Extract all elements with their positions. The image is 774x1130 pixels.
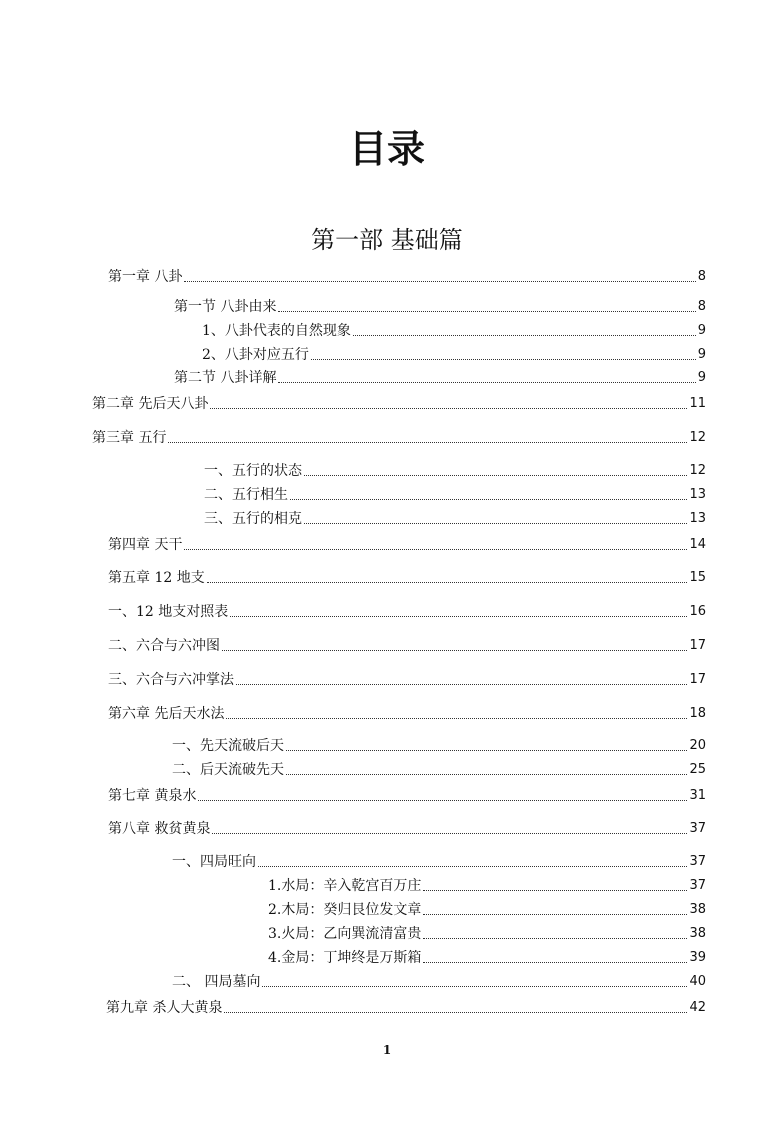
toc-entry-page: 37 bbox=[689, 821, 706, 836]
toc-entry-page: 17 bbox=[689, 672, 706, 687]
dot-leader bbox=[423, 890, 687, 891]
toc-entry[interactable] bbox=[174, 296, 706, 316]
toc-entry-label: 1、八卦代表的自然现象 bbox=[202, 323, 351, 339]
toc-entry-label: 一、12 地支对照表 bbox=[108, 604, 229, 620]
toc-entry-label: 二、六合与六冲图 bbox=[108, 638, 220, 654]
dot-leader bbox=[423, 962, 687, 963]
page-title: 目录 bbox=[348, 127, 425, 171]
toc-entry-page: 18 bbox=[689, 706, 706, 721]
toc-entry[interactable] bbox=[108, 669, 706, 689]
toc-entry-page: 11 bbox=[689, 396, 706, 411]
toc-entry[interactable] bbox=[172, 851, 706, 871]
toc-entry-label: 第四章 天干 bbox=[108, 537, 183, 553]
dot-leader bbox=[168, 442, 687, 443]
toc-entry[interactable] bbox=[174, 367, 706, 387]
toc-entry-page: 39 bbox=[689, 950, 706, 965]
dot-leader bbox=[226, 718, 687, 719]
toc-entry[interactable] bbox=[108, 635, 706, 655]
dot-leader bbox=[222, 650, 687, 651]
dot-leader bbox=[184, 549, 687, 550]
toc-entry[interactable] bbox=[172, 735, 706, 755]
toc-entry-page: 9 bbox=[697, 347, 706, 362]
dot-leader bbox=[286, 750, 687, 751]
toc-entry-page: 42 bbox=[689, 1000, 706, 1015]
toc-entry-label: 3.火局：乙向巽流清富贵 bbox=[268, 926, 422, 942]
toc-entry-page: 9 bbox=[697, 323, 706, 338]
toc-entry[interactable] bbox=[268, 947, 706, 967]
toc-entry-page: 13 bbox=[689, 487, 706, 502]
dot-leader bbox=[230, 616, 687, 617]
dot-leader bbox=[353, 335, 696, 336]
toc-entry-label: 第一节 八卦由来 bbox=[174, 299, 277, 315]
toc-entry-page: 12 bbox=[689, 430, 706, 445]
toc-entry-page: 14 bbox=[689, 537, 706, 552]
toc-entry-label: 二、后天流破先天 bbox=[172, 762, 284, 778]
toc-entry[interactable] bbox=[204, 460, 706, 480]
toc-entry[interactable] bbox=[202, 320, 706, 340]
toc-entry-label: 1.水局：辛入乾宫百万庄 bbox=[268, 878, 422, 894]
dot-leader bbox=[236, 684, 687, 685]
toc-entry-label: 二、五行相生 bbox=[204, 487, 288, 503]
toc-entry-page: 9 bbox=[697, 370, 706, 385]
toc-entry[interactable] bbox=[108, 703, 706, 723]
dot-leader bbox=[224, 1012, 687, 1013]
toc-entry[interactable] bbox=[172, 759, 706, 779]
dot-leader bbox=[278, 311, 695, 312]
toc-entry[interactable] bbox=[108, 266, 706, 286]
toc-entry-label: 2、八卦对应五行 bbox=[202, 347, 309, 363]
toc-entry-page: 38 bbox=[689, 926, 706, 941]
toc-entry[interactable] bbox=[108, 818, 706, 838]
dot-leader bbox=[278, 382, 695, 383]
toc-entry-label: 第六章 先后天水法 bbox=[108, 706, 225, 722]
dot-leader bbox=[311, 359, 696, 360]
toc-entry[interactable] bbox=[202, 344, 706, 364]
toc-entry-page: 16 bbox=[689, 604, 706, 619]
toc-entry-label: 一、四局旺向 bbox=[172, 854, 256, 870]
dot-leader bbox=[258, 866, 687, 867]
toc-entry[interactable] bbox=[268, 899, 706, 919]
dot-leader bbox=[423, 938, 687, 939]
toc-entry[interactable] bbox=[108, 785, 706, 805]
toc-entry-label: 三、五行的相克 bbox=[204, 511, 302, 527]
toc-entry-page: 25 bbox=[689, 762, 706, 777]
dot-leader bbox=[198, 800, 687, 801]
toc-entry-page: 40 bbox=[689, 974, 706, 989]
toc-entry-page: 20 bbox=[689, 738, 706, 753]
toc-entry-label: 一、五行的状态 bbox=[204, 463, 302, 479]
dot-leader bbox=[304, 523, 687, 524]
dot-leader bbox=[304, 475, 687, 476]
toc-entry-label: 2.木局：癸归艮位发文章 bbox=[268, 902, 422, 918]
dot-leader bbox=[286, 774, 687, 775]
toc-entry-page: 38 bbox=[689, 902, 706, 917]
toc-entry-page: 8 bbox=[697, 269, 706, 284]
toc-entry[interactable] bbox=[108, 567, 706, 587]
toc-entry-label: 第九章 杀人大黄泉 bbox=[106, 1000, 223, 1016]
toc-entry-label: 第八章 救贫黄泉 bbox=[108, 821, 211, 837]
toc-entry[interactable] bbox=[204, 508, 706, 528]
toc-entry[interactable] bbox=[268, 923, 706, 943]
toc-entry[interactable] bbox=[268, 875, 706, 895]
part-title: 第一部 基础篇 bbox=[311, 226, 463, 254]
toc-entry-page: 12 bbox=[689, 463, 706, 478]
toc-entry[interactable] bbox=[92, 393, 706, 413]
toc-entry-page: 17 bbox=[689, 638, 706, 653]
toc-entry-page: 37 bbox=[689, 878, 706, 893]
dot-leader bbox=[212, 833, 687, 834]
toc-entry[interactable] bbox=[172, 971, 706, 991]
dot-leader bbox=[184, 281, 695, 282]
dot-leader bbox=[423, 914, 687, 915]
toc-entry-label: 第七章 黄泉水 bbox=[108, 788, 197, 804]
toc-entry-label: 二、 四局墓向 bbox=[172, 974, 261, 990]
toc-entry-page: 8 bbox=[697, 299, 706, 314]
toc-entry-page: 37 bbox=[689, 854, 706, 869]
toc-entry-page: 13 bbox=[689, 511, 706, 526]
toc-entry-label: 三、六合与六冲掌法 bbox=[108, 672, 234, 688]
toc-entry-label: 第一章 八卦 bbox=[108, 269, 183, 285]
toc-entry[interactable] bbox=[92, 427, 706, 447]
toc-entry[interactable] bbox=[106, 997, 706, 1017]
toc-entry-label: 第二节 八卦详解 bbox=[174, 370, 277, 386]
toc-entry-label: 4.金局：丁坤终是万斯箱 bbox=[268, 950, 422, 966]
toc-entry-label: 第三章 五行 bbox=[92, 430, 167, 446]
toc-entry[interactable] bbox=[108, 534, 706, 554]
toc-entry-label: 第二章 先后天八卦 bbox=[92, 396, 209, 412]
page-number: 1 bbox=[382, 1043, 392, 1057]
toc-entry-label: 第五章 12 地支 bbox=[108, 570, 205, 586]
toc-entry-label: 一、先天流破后天 bbox=[172, 738, 284, 754]
toc-entry[interactable] bbox=[204, 484, 706, 504]
toc-entry[interactable] bbox=[108, 601, 706, 621]
dot-leader bbox=[262, 986, 687, 987]
toc-entry-page: 15 bbox=[689, 570, 706, 585]
dot-leader bbox=[210, 408, 687, 409]
dot-leader bbox=[290, 499, 687, 500]
dot-leader bbox=[207, 582, 688, 583]
toc-entry-page: 31 bbox=[689, 788, 706, 803]
